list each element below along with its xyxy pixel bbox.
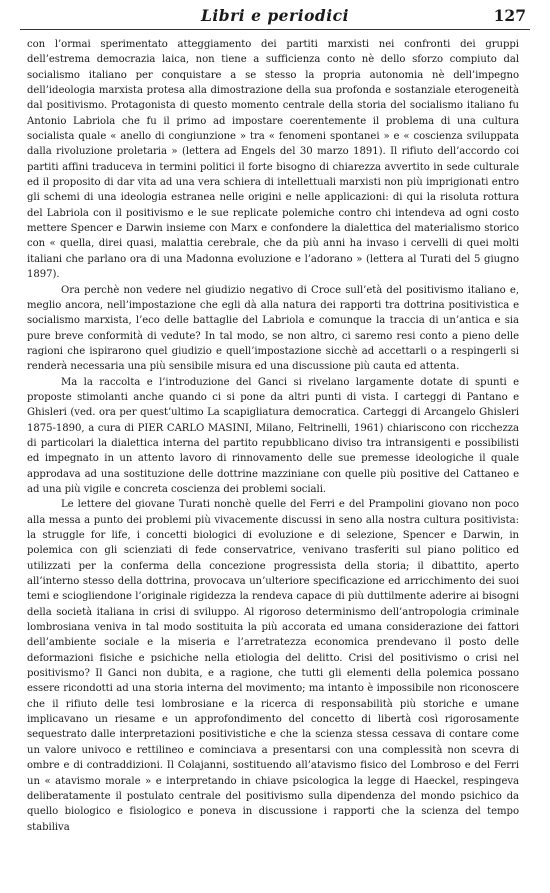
page-number: 127 bbox=[493, 6, 526, 25]
paragraph-3: Ma la raccolta e l’introduzione del Ganci si rivelano largamente dotate di spunti e proposte stimolanti anche quando ci si pone da altri punti di vista. I carteggi di Pantano e Ghisleri (ved. ora per quest’ultimo La scapigliatura democratica. Carteggi di Arcangelo Ghisleri 1875-1890, a cura di PIER CARLO MASINI, Milano, Feltrinelli, 1961) chiariscono con ricchezza di particolari la dialettica interna del partito repubblicano diviso tra intransigenti e possibilisti ed impegnato in un attento lavoro di rinnovamento delle sue premesse ideologiche il quale approdava ad una sostituzione delle dottrine mazziniane con quelle più positive del Cattaneo e ad una più vigile e concreta coscienza dei problemi sociali. bbox=[27, 376, 519, 495]
paragraph-1: con l’ormai sperimentato atteggiamento dei partiti marxisti nei confronti dei gruppi dell’estrema democrazia laica, non tiene a sufficienza conto nè dello sforzo compiuto dal socialismo italiano per conquistare a se stesso la propria autonomia nè dell’impegno dell’ideologia marxista protesa alla dimostrazione della sua profonda e sostanziale eterogeneità dal positivismo. Protagonista di questo momento centrale della storia del socialismo italiano fu Antonio Labriola che fu il primo ad impostare coerentemente il problema di una cultura socialista quale « anello di congiunzione » tra « fenomeni spontanei » e « coscienza sviluppata dalla rivoluzione proletaria » (lettera ad Engels del 30 marzo 1891). Il rifiuto dell’accordo coi partiti affini traduceva in termini politici il forte bisogno di chiarezza avvertito in sede culturale ed il proposito di dar vita ad una vera schiera di intellettuali marxisti non più imprigionati entro gli schemi di una ideologia estranea nelle origini e nelle applicazioni: di qui la risoluta rottura del Labriola con il positivismo e le sue replicate polemiche contro chi intendeva ad ogni costo mettere Spencer e Darwin insieme con Marx e confondere la dialettica del materialismo storico con « quella, direi quasi, malattia cerebrale, che da più anni ha invaso i cervelli di quei molti italiani che parlano ora di una Madonna evoluzione e l’adorano » (lettera al Turati del 5 giugno 1897). bbox=[27, 39, 519, 281]
running-header bbox=[20, 4, 530, 30]
running-title: Libri e periodici bbox=[201, 6, 349, 25]
paragraph-4: Le lettere del giovane Turati nonchè quelle del Ferri e del Prampolini giovano non poco alla messa a punto dei problemi più vivacemente discussi in seno alla nostra cultura positivista: la struggle for life, i concetti biologici di evoluzione e di selezione, Spencer e Darwin, in polemica con gli scienziati di fede conservatrice, venivano trasferiti sul piano politico ed utilizzati per la conferma della concezione progressista della storia; il dibattito, aperto all’interno stesso della dottrina, provocava un’ulteriore specificazione ed arricchimento dei suoi temi e sciogliendone l’originale rigidezza la rendeva capace di più duttilmente aderire ai bisogni della società italiana in crisi di sviluppo. Al rigoroso determinismo dell’antropologia criminale lombrosiana veniva in tal modo sostituita la più accorata ed umana considerazione dei fattori dell’ambiente sociale e la miseria e l’arretratezza economica prendevano il posto delle deformazioni fisiche e psichiche nella etiologia del delitto. Crisi del positivismo o crisi nel positivismo? Il Ganci non dubita, e a ragione, che tutti gli elementi della polemica possano essere ricondotti ad una storia interna del movimento; ma intanto è impossibile non riconoscere che il rifiuto delle tesi lombrosiane e la ricerca di responsabilità più storiche e umane implicavano un riesame e un approfondimento del concetto di libertà così rigorosamente sequestrato dalle interpretazioni positivistiche e che la scienza stessa cessava di contare come un valore univoco e rettilineo e cominciava a presentarsi con una complessità non scevra di ombre e di contraddizioni. Il Colajanni, sostituendo all’atavismo fisico del Lombroso e del Ferri un « atavismo morale » e interpretando in chiave psicologica la legge di Haeckel, respingeva deliberatamente il postulato centrale del positivismo sulla dipendenza del mondo psichico da quello biologico e fisiologico e poneva in discussione i rapporti che la scienza del tempo stabiliva bbox=[27, 499, 519, 833]
body-text bbox=[27, 37, 519, 893]
header-rule bbox=[20, 29, 530, 30]
paragraph-2: Ora perchè non vedere nel giudizio negativo di Croce sull’età del positivismo italiano e, meglio ancora, nell’impostazione che egli dà alla natura dei rapporti tra dottrina positivistica e socialismo marxista, l’eco delle battaglie del Labriola e comunque la traccia di un’antica e sia pure breve conformità di vedute? In tal modo, se non altro, ci saremo resi conto a pieno delle ragioni che ispirarono quel giudizio e quell’impostazione sicchè ad accettarli o a respingerli si renderà necessaria una più sensibile misura ed una discussione più cauta ed attenta. bbox=[27, 284, 519, 373]
